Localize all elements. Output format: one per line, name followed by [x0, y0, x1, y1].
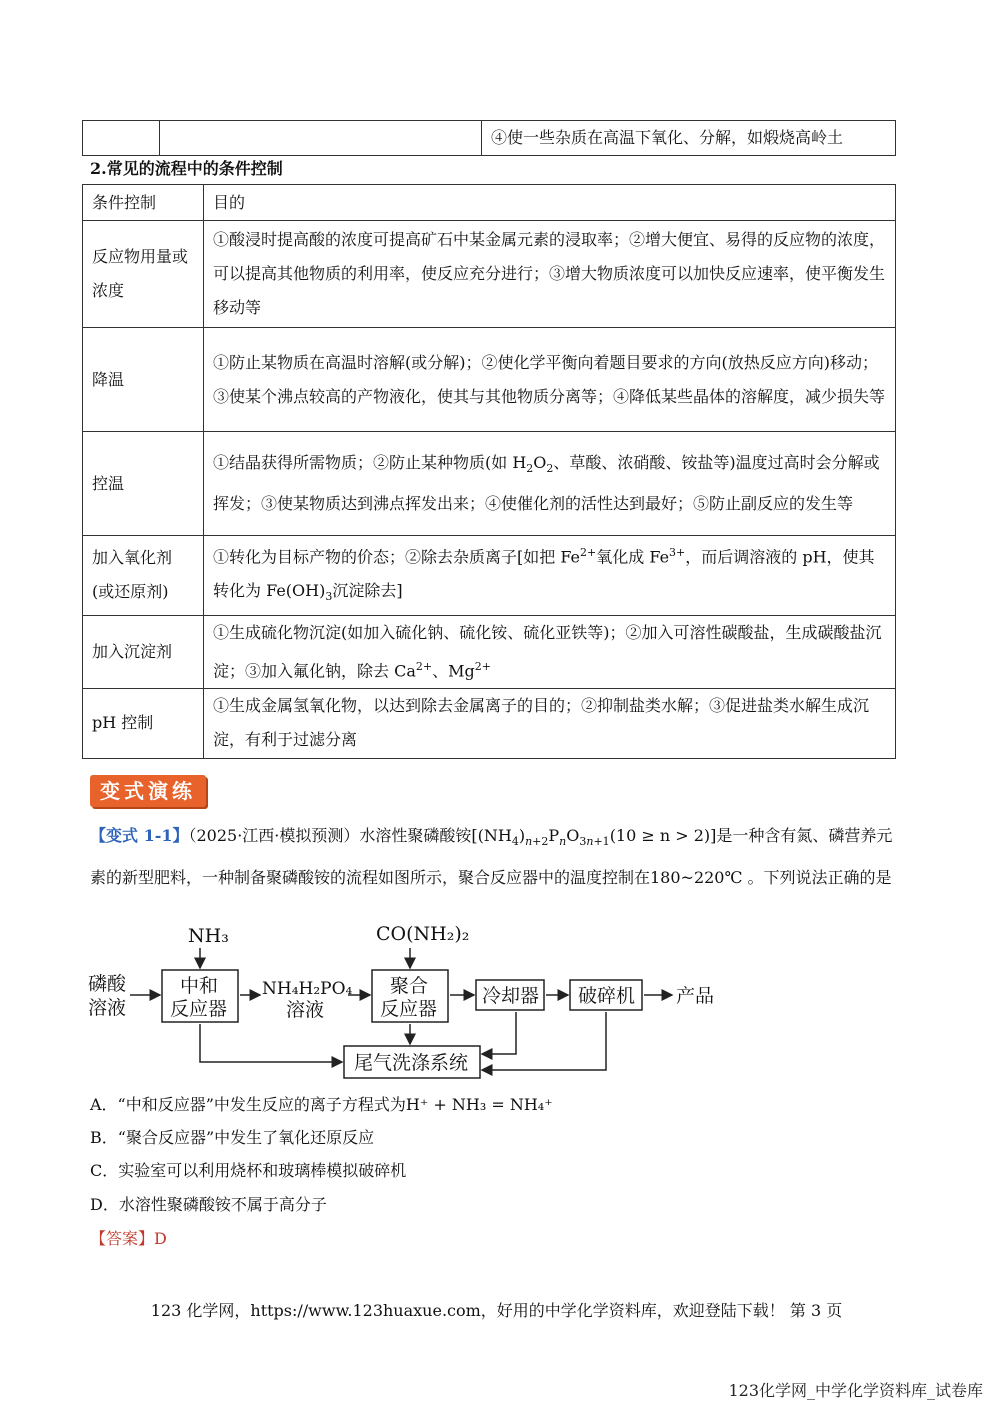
top-cell-2: [160, 121, 482, 156]
mid-label-1: NH₄H₂PO₄: [262, 979, 353, 999]
tail-gas-label: 尾气洗涤系统: [354, 1052, 469, 1074]
product-label: 产品: [676, 985, 715, 1007]
top-cell-3: ④使一些杂质在高温下氧化、分解，如煅烧高岭土: [482, 121, 896, 156]
box1-line1: 中和: [180, 975, 219, 997]
purpose-cell: ①酸浸时提高酸的浓度可提高矿石中某金属元素的浸取率；②增大便宜、易得的反应物的浓度，可以提高其他物质的利用率，使反应充分进行；③增大物质浓度可以加快反应速率，使平衡发生移动等: [204, 221, 896, 328]
question-tag: 【变式 1-1】: [90, 826, 189, 845]
urea-label: CO(NH₂)₂: [376, 923, 470, 945]
section-title: 2.常见的流程中的条件控制: [90, 159, 283, 178]
table-row: [83, 688, 896, 758]
input-label-2: 溶液: [88, 997, 127, 1019]
variant-badge: 变式演练: [90, 775, 206, 807]
cond-cell: pH 控制: [83, 688, 204, 758]
cooler-label: 冷却器: [482, 985, 540, 1007]
nh3-label: NH₃: [188, 925, 229, 947]
input-label-1: 磷酸: [88, 973, 127, 995]
purpose-cell: ①生成金属氢氧化物，以达到除去金属离子的目的；②抑制盐类水解；③促进盐类水解生成沉淀，有利于过滤分离: [204, 688, 896, 758]
purpose-cell: ①生成硫化物沉淀(如加入硫化钠、硫化铵、硫化亚铁等)；②加入可溶性碳酸盐，生成碳酸盐沉淀；③加入氟化钠，除去 $Ca^{2+}$、$Mg^{2+}$: [204, 615, 896, 688]
cond-cell: 反应物用量或浓度: [83, 221, 204, 328]
answer: 【答案】D: [90, 1229, 167, 1248]
mid-label-2: 溶液: [286, 999, 325, 1021]
box1-line2: 反应器: [170, 998, 228, 1020]
crusher-label: 破碎机: [578, 985, 636, 1007]
table-row: [83, 615, 896, 688]
cond-cell: 加入沉淀剂: [83, 615, 204, 688]
footer: 123 化学网，https://www.123huaxue.com，好用的中学化学资料库，欢迎登陆下载！ 第 3 页: [150, 1301, 843, 1320]
option-d: D．水溶性聚磷酸铵不属于高分子: [90, 1195, 327, 1214]
table-row: [83, 328, 896, 432]
header-cond: 条件控制: [83, 185, 204, 221]
arrow-crusher-tail: [482, 1012, 606, 1070]
table-row: [83, 432, 896, 536]
cond-cell: 降温: [83, 328, 204, 432]
option-c: C．实验室可以利用烧杯和玻璃棒模拟破碎机: [90, 1161, 407, 1180]
purpose-cell: ①结晶获得所需物质；②防止某种物质(如 $H_2O_2$、草酸、浓硝酸、铵盐等)温度过高时会分解或挥发；③使某物质达到沸点挥发出来；④使催化剂的活性达到最好；⑤防止副反应的发生等: [204, 432, 896, 536]
arrow-box1-tail: [200, 1024, 342, 1062]
option-b: B．“聚合反应器”中发生了氧化还原反应: [90, 1128, 375, 1147]
box2-line1: 聚合: [390, 975, 429, 997]
table-row: [83, 221, 896, 328]
header-purpose: 目的: [204, 185, 896, 221]
purpose-cell: ①转化为目标产物的价态；②除去杂质离子[如把 $Fe^{2+}$氧化成 $Fe^{3+}$，而后调溶液的 pH，使其转化为 $Fe(OH)_3$沉淀除去]: [204, 536, 896, 616]
arrow-cooler-tail: [482, 1012, 516, 1054]
cond-cell: 控温: [83, 432, 204, 536]
table-row: [83, 536, 896, 616]
top-cell-1: [83, 121, 160, 156]
question-text: 【变式 1-1】（2025·江西·模拟预测）水溶性聚磷酸铵$[(NH_4)_{n+2}P_nO_{3n+1}(10 \ge n > 2)]$是一种含有氮、磷营养元素的新型肥料，一种制备聚磷酸铵的流程如图所示，聚合反应器中的温度控制在180~220℃ 。下列说法正确的是: [90, 826, 893, 888]
flow-diagram: [80, 918, 740, 1084]
purpose-cell: ①防止某物质在高温时溶解(或分解)；②使化学平衡向着题目要求的方向(放热反应方向)移动；③使某个沸点较高的产物液化，使其与其他物质分离等；④降低某些晶体的溶解度，减少损失等: [204, 328, 896, 432]
condition-table: [82, 184, 896, 759]
box2-line2: 反应器: [380, 998, 438, 1020]
watermark: 123化学网_中学化学资料库_试卷库: [728, 1381, 983, 1400]
cond-cell: 加入氧化剂(或还原剂): [83, 536, 204, 616]
top-table: [82, 120, 896, 156]
option-a: A．“中和反应器”中发生反应的离子方程式为H⁺ + NH₃ = NH₄⁺: [90, 1095, 553, 1114]
